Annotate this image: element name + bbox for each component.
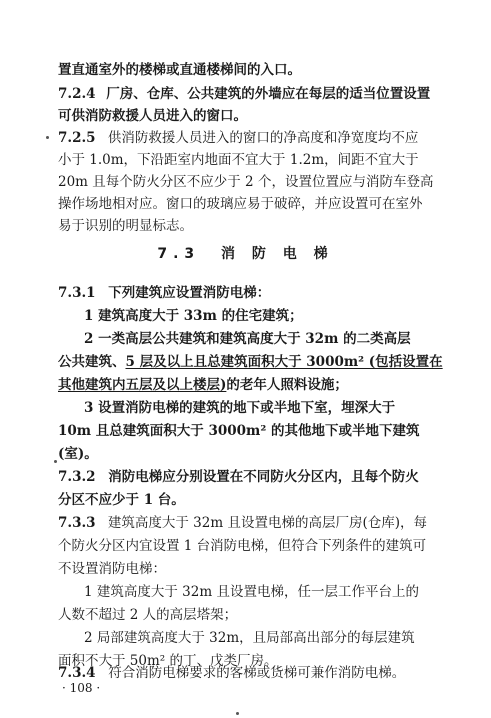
text-line: 易于识别的明显标志。 [58, 218, 193, 234]
clause-7-3-4-line [58, 663, 405, 683]
list-item: 1 建筑高度大于 32m 且设置电梯，任一层工作平台上的 [84, 584, 419, 600]
clause-7-2-4 [58, 84, 430, 104]
text-line: 小于 1.0m，下沿距室内地面不宜大于 1.2m，间距不宜大于 [58, 152, 419, 168]
clause-7-3-1 [58, 283, 270, 303]
text-line [58, 352, 443, 372]
text-line: 建筑高度大于 32m 且设置电梯的高层厂房(仓库)，每 [107, 515, 427, 531]
text-line: 分区不应少于 1 台。 [58, 492, 185, 508]
text-line: 人数不超过 2 人的高层塔架； [58, 607, 238, 623]
clause-number: 7.3.3 [58, 515, 96, 531]
clause-number: 7.3.1 [58, 285, 96, 301]
text-line: 20m 且每个防火分区不应少于 2 个，设置位置应与消防车登高 [58, 174, 434, 190]
text-line: 可供消防救援人员进入的窗口。 [58, 108, 247, 124]
text-line: 不设置消防电梯： [58, 561, 166, 577]
text-line: 操作场地相对应。窗口的玻璃应易于破碎，并应设置可在室外 [58, 196, 423, 212]
clause-number: 7.2.4 [58, 86, 96, 102]
list-item: 3 设置消防电梯的建筑的地下或半地下室，埋深大于 [84, 400, 396, 416]
text-line: 10m 且总建筑面积大于 3000m² 的其他地下或半地下建筑 [58, 423, 420, 439]
speck-mark [236, 712, 239, 715]
speck-mark [54, 460, 57, 463]
clause-7-3-3 [58, 513, 427, 533]
clause-number: 7.2.5 [58, 130, 96, 146]
text-line: 消防电梯应分别设置在不同防火分区内，且每个防火 [108, 469, 419, 485]
list-item: 2 局部建筑高度大于 32m，且局部高出部分的每层建筑 [84, 630, 415, 646]
section-number: 7.3 [157, 246, 201, 262]
page-number: · 108 · [62, 681, 101, 695]
list-item: 1 建筑高度大于 33m 的住宅建筑； [84, 308, 303, 324]
underlined-text: 其他建筑内五层及以上楼层) [58, 377, 227, 393]
clause-7-3-2 [58, 467, 419, 487]
clause-number: 7.3.4 [58, 665, 96, 681]
text-line: (室)。 [58, 446, 98, 462]
text-line: 置直通室外的楼梯或直通楼梯间的入口。 [58, 62, 301, 78]
text-line: 个防火分区内宜设置 1 台消防电梯，但符合下列条件的建筑可 [58, 538, 427, 554]
text-line: 供消防救援人员进入的窗口的净高度和净宽度均不应 [107, 130, 419, 146]
text-span: 的老年人照料设施； [226, 377, 348, 393]
text-span: 公共建筑、 [58, 354, 126, 370]
clause-number: 7.3.2 [58, 469, 96, 485]
text-line: 面积不大于 50m² 的丁、戊类厂房。 [58, 653, 278, 669]
underlined-text: 5 层及以上且总建筑面积大于 3000m² (包括设置在 [125, 354, 443, 370]
speck-mark [46, 136, 49, 139]
text-line [58, 375, 348, 395]
clause-7-2-5 [58, 128, 418, 148]
section-title [0, 243, 491, 263]
section-heading: 消 防 电 梯 [221, 246, 334, 262]
text-line: 符合消防电梯要求的客梯或货梯可兼作消防电梯。 [108, 665, 406, 681]
text-line: 下列建筑应设置消防电梯： [108, 285, 271, 301]
text-line: 厂房、仓库、公共建筑的外墙应在每层的适当位置设置 [106, 86, 431, 102]
list-item: 2 一类高层公共建筑和建筑高度大于 32m 的二类高层 [84, 331, 411, 347]
